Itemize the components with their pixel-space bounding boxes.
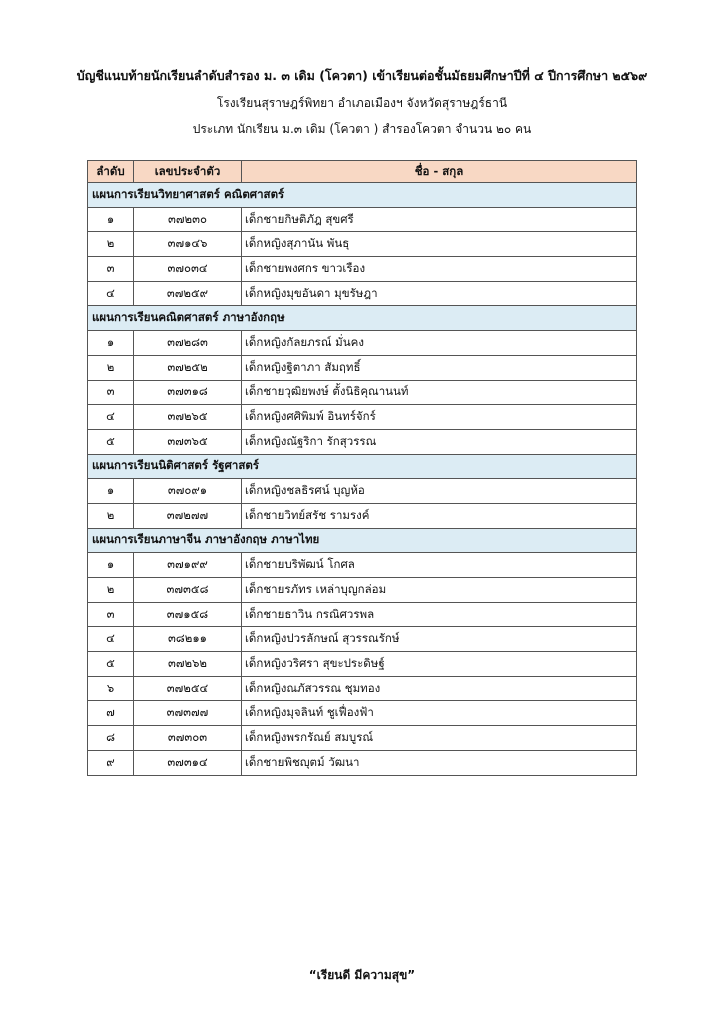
table-row: [88, 701, 637, 726]
section-row: [88, 183, 637, 208]
cell-student-id: ๓๗๓๗๗: [134, 701, 242, 726]
header-full-name: ชื่อ - สกุล: [242, 161, 637, 183]
type-line: ประเภท นักเรียน ม.๓ เดิม (โควตา ) สำรองโควตา จำนวน ๒๐ คน: [192, 122, 532, 136]
table-row: [88, 257, 637, 282]
cell-order: ๒: [88, 355, 134, 380]
cell-order: ๙: [88, 750, 134, 775]
table-row: [88, 578, 637, 603]
table-body: [88, 183, 637, 776]
cell-order: ๗: [88, 701, 134, 726]
cell-full-name: เด็กชายวุฒิยพงษ์ ตั้งนิธิคุณานนท์: [242, 380, 637, 405]
table-row: [88, 652, 637, 677]
cell-order: ๑: [88, 207, 134, 232]
table-row: [88, 553, 637, 578]
cell-order: ๓: [88, 380, 134, 405]
table-row: [88, 405, 637, 430]
table-row: [88, 503, 637, 528]
cell-full-name: เด็กหญิงสุภานัน พันธุ: [242, 232, 637, 257]
header-order: ลำดับ: [88, 161, 134, 183]
reserve-list-table: [87, 160, 637, 776]
cell-student-id: ๓๗๐๓๔: [134, 257, 242, 282]
section-title: แผนการเรียนคณิตศาสตร์ ภาษาอังกฤษ: [88, 306, 637, 331]
section-title: แผนการเรียนวิทยาศาสตร์ คณิตศาสตร์: [88, 183, 637, 208]
cell-full-name: เด็กหญิงศศิพิมพ์ อินทร์จักร์: [242, 405, 637, 430]
cell-full-name: เด็กชายพิชญุตม์ วัฒนา: [242, 750, 637, 775]
cell-student-id: ๓๗๒๕๔: [134, 676, 242, 701]
cell-order: ๓: [88, 602, 134, 627]
header-student-id: เลขประจำตัว: [134, 161, 242, 183]
cell-full-name: เด็กหญิงมุขอันดา มุขรัษฎา: [242, 281, 637, 306]
footer-motto: “เรียนดี มีความสุข”: [308, 968, 416, 982]
table-row: [88, 479, 637, 504]
table-row: [88, 331, 637, 356]
cell-full-name: เด็กหญิงพรกรัณย์ สมบูรณ์: [242, 726, 637, 751]
table-row: [88, 232, 637, 257]
cell-order: ๒: [88, 503, 134, 528]
cell-full-name: เด็กหญิงณภัสวรรณ ชุมทอง: [242, 676, 637, 701]
table-row: [88, 380, 637, 405]
cell-student-id: ๓๗๒๓๐: [134, 207, 242, 232]
cell-order: ๔: [88, 281, 134, 306]
table-row: [88, 429, 637, 454]
cell-full-name: เด็กหญิงฐิตาภา สัมฤทธิ์: [242, 355, 637, 380]
section-row: [88, 528, 637, 553]
cell-student-id: ๓๗๑๕๘: [134, 602, 242, 627]
cell-full-name: เด็กชายพงศกร ขาวเรือง: [242, 257, 637, 282]
section-row: [88, 454, 637, 479]
table-row: [88, 207, 637, 232]
cell-full-name: เด็กหญิงกัลยภรณ์ มั่นคง: [242, 331, 637, 356]
cell-full-name: เด็กชายรภัทร เหล่าบุญกล่อม: [242, 578, 637, 603]
cell-order: ๑: [88, 331, 134, 356]
cell-student-id: ๓๗๒๘๓: [134, 331, 242, 356]
table-row: [88, 627, 637, 652]
cell-student-id: ๓๗๒๗๗: [134, 503, 242, 528]
document-title: บัญชีแนบท้ายนักเรียนลำดับสำรอง ม. ๓ เดิม (โควตา) เข้าเรียนต่อชั้นมัธยมศึกษาปีที่ ๔ ปีการศึกษา ๒๕๖๙: [76, 68, 648, 83]
cell-order: ๑: [88, 479, 134, 504]
cell-student-id: ๓๗๐๙๑: [134, 479, 242, 504]
cell-student-id: ๓๗๒๕๒: [134, 355, 242, 380]
cell-full-name: เด็กหญิงปวรลักษณ์ สุวรรณรักษ์: [242, 627, 637, 652]
cell-student-id: ๓๗๒๕๙: [134, 281, 242, 306]
cell-student-id: ๓๗๓๐๓: [134, 726, 242, 751]
cell-full-name: เด็กชายกิษติภัฎ สุขศรี: [242, 207, 637, 232]
section-title: แผนการเรียนนิติศาสตร์ รัฐศาสตร์: [88, 454, 637, 479]
cell-student-id: ๓๘๒๑๑: [134, 627, 242, 652]
cell-full-name: เด็กหญิงมุจลินท์ ชูเฟื่องฟ้า: [242, 701, 637, 726]
section-title: แผนการเรียนภาษาจีน ภาษาอังกฤษ ภาษาไทย: [88, 528, 637, 553]
table-row: [88, 676, 637, 701]
cell-order: ๒: [88, 232, 134, 257]
section-row: [88, 306, 637, 331]
cell-student-id: ๓๗๓๑๘: [134, 380, 242, 405]
cell-student-id: ๓๗๑๔๖: [134, 232, 242, 257]
cell-order: ๔: [88, 405, 134, 430]
cell-student-id: ๓๗๓๕๘: [134, 578, 242, 603]
cell-student-id: ๓๗๓๖๕: [134, 429, 242, 454]
cell-order: ๑: [88, 553, 134, 578]
cell-order: ๕: [88, 429, 134, 454]
cell-order: ๓: [88, 257, 134, 282]
cell-full-name: เด็กชายบริพัฒน์ โกศล: [242, 553, 637, 578]
cell-student-id: ๓๗๑๙๙: [134, 553, 242, 578]
cell-full-name: เด็กชายธาวิน กรณิศวรพล: [242, 602, 637, 627]
cell-order: ๕: [88, 652, 134, 677]
cell-order: ๔: [88, 627, 134, 652]
cell-full-name: เด็กหญิงชลธิรศน์ บุญห้อ: [242, 479, 637, 504]
table-row: [88, 750, 637, 775]
table-row: [88, 602, 637, 627]
table-row: [88, 281, 637, 306]
cell-order: ๒: [88, 578, 134, 603]
table-header-row: [88, 161, 637, 183]
school-line: โรงเรียนสุราษฎร์พิทยา อำเภอเมืองฯ จังหวัดสุราษฎร์ธานี: [216, 96, 508, 110]
table-row: [88, 726, 637, 751]
cell-student-id: ๓๗๒๖๒: [134, 652, 242, 677]
cell-order: ๘: [88, 726, 134, 751]
cell-full-name: เด็กหญิงณัฐริกา รักสุวรรณ: [242, 429, 637, 454]
cell-student-id: ๓๗๓๑๔: [134, 750, 242, 775]
table-row: [88, 355, 637, 380]
cell-full-name: เด็กหญิงวริศรา สุขะประดิษฐ์: [242, 652, 637, 677]
cell-student-id: ๓๗๒๖๕: [134, 405, 242, 430]
cell-order: ๖: [88, 676, 134, 701]
cell-full-name: เด็กชายวิทย์สรัช รามรงค์: [242, 503, 637, 528]
